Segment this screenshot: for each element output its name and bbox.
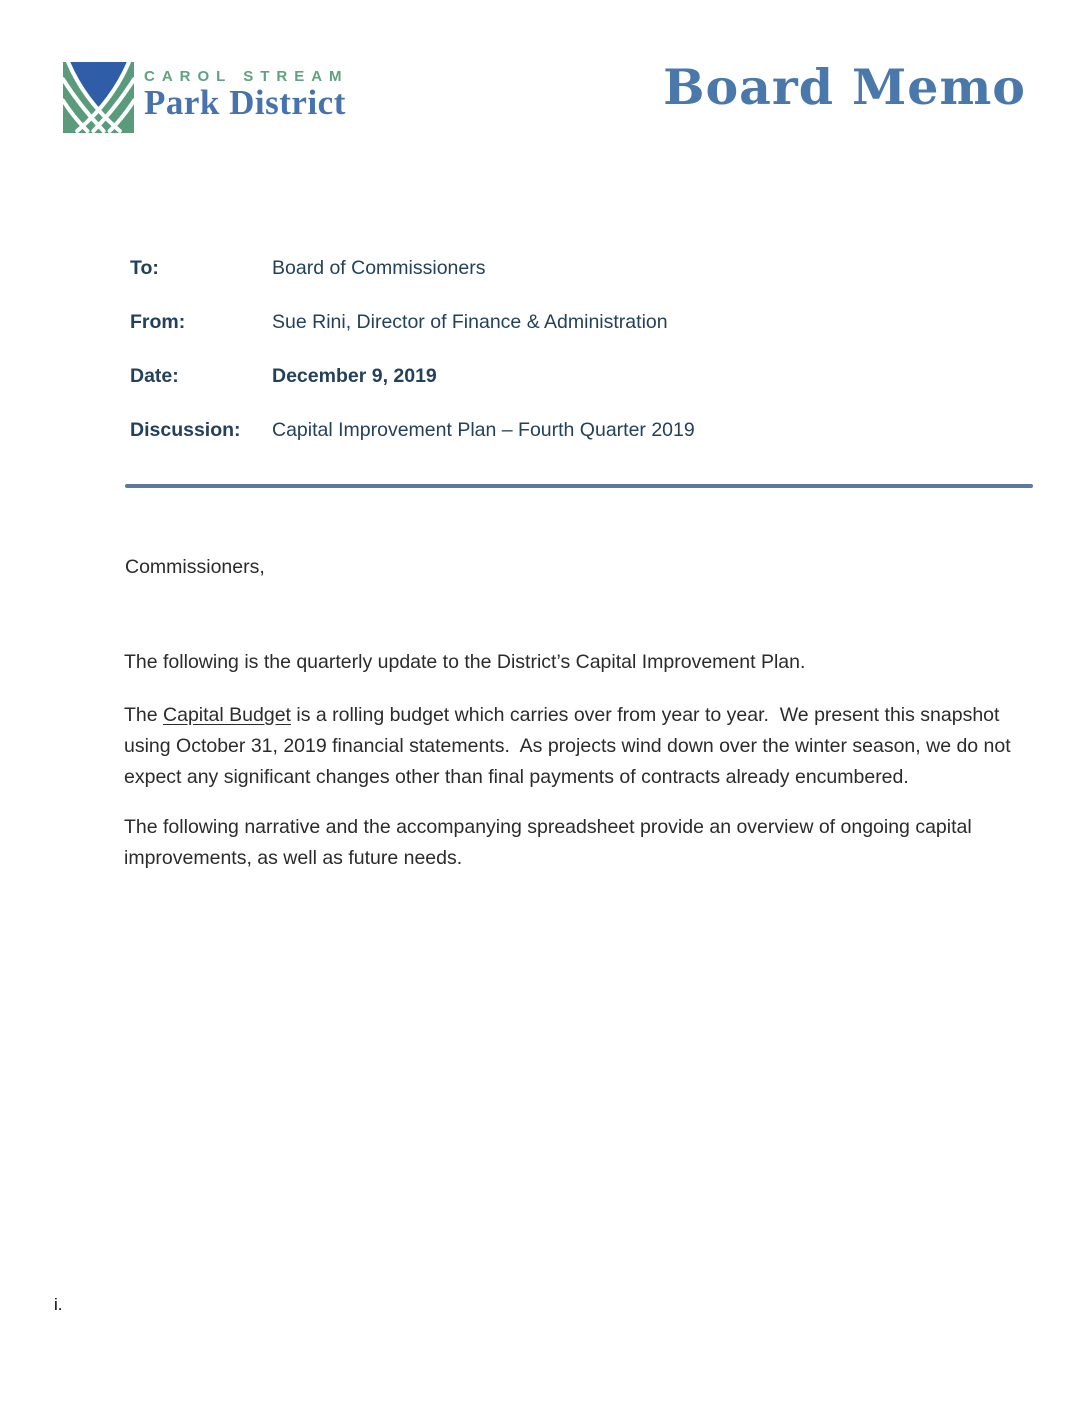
memo-field-to-value: Board of Commissioners	[272, 257, 486, 279]
memo-field-date-label: Date:	[130, 365, 179, 387]
memo-field-to	[130, 257, 990, 280]
header-divider-rule	[125, 484, 1033, 488]
memo-field-discussion-value: Capital Improvement Plan – Fourth Quarter 2019	[272, 419, 695, 441]
park-district-logo	[63, 62, 349, 133]
memo-header-fields	[130, 257, 990, 473]
memo-field-discussion-label: Discussion:	[130, 419, 241, 441]
logo-text	[144, 62, 349, 122]
body-paragraph-3: The following narrative and the accompanying spreadsheet provide an overview of ongoing capital improvements, as well as future needs.	[124, 816, 978, 869]
logo-line-park-district: Park District	[144, 83, 346, 122]
body-paragraph-2-rest: is a rolling budget which carries over from year to year. We present this snapshot using October 31, 2019 financial statements. As projects wind down over the winter season, we do not expect any significant changes other than final payments of contracts already encumbered.	[124, 704, 1017, 788]
memo-field-date-value: December 9, 2019	[272, 365, 437, 387]
body-paragraph-2	[124, 700, 1032, 793]
park-district-logo-icon	[63, 62, 134, 133]
memo-field-from-label: From:	[130, 311, 186, 333]
logo-line-carol-stream: CAROL STREAM	[144, 68, 349, 85]
memo-field-date	[130, 365, 990, 388]
capital-budget-underlined-text: Capital Budget	[163, 704, 291, 726]
body-paragraph-1: The following is the quarterly update to the District’s Capital Improvement Plan.	[124, 651, 806, 673]
memo-field-to-label: To:	[130, 257, 159, 279]
salutation: Commissioners,	[125, 556, 265, 578]
memo-field-from-value: Sue Rini, Director of Finance & Administration	[272, 311, 668, 333]
body-paragraph-2-prefix: The	[124, 704, 164, 726]
page-title: Board Memo	[663, 58, 1026, 116]
page-number-marker: i.	[54, 1295, 63, 1314]
memo-field-from	[130, 311, 990, 334]
memo-field-discussion	[130, 419, 990, 442]
